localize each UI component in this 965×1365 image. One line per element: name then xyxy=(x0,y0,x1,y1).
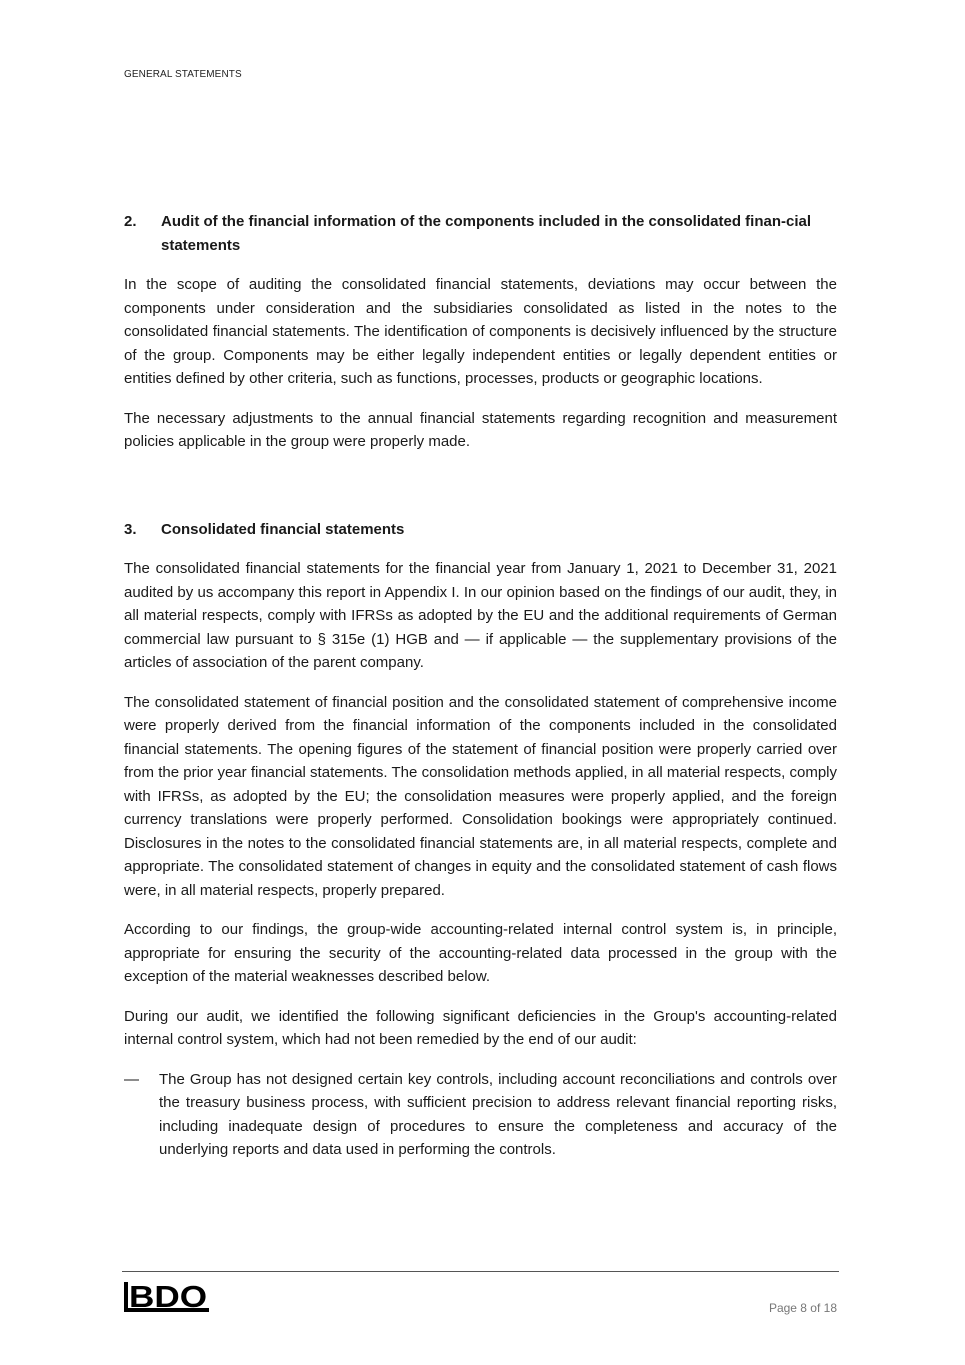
bdo-logo xyxy=(124,1280,210,1319)
page-number: Page 8 of 18 xyxy=(768,1301,837,1315)
list-item-text: The Group has not designed certain key controls, including account reconciliations and controls over the treasury business process, with sufficient precision to address relevant financial reporting risks, including inadequate design of procedures to ensure the completeness and accuracy of the underlying reports and data used in performing the controls. xyxy=(159,1070,837,1158)
paragraph: The necessary adjustments to the annual financial statements regarding recognition and measurement policies applicable in the group were properly made. xyxy=(124,409,837,450)
page-body xyxy=(124,210,837,1162)
paragraph: According to our findings, the group-wide accounting-related internal control system is, in principle, appropriate for ensuring the security of the accounting-related data processed in the group with the exception of the material weaknesses described below. xyxy=(124,921,837,985)
paragraph: In the scope of auditing the consolidated financial statements, deviations may occur between the components under consideration and the subsidiaries consolidated as listed in the notes to the consolidated financial statements. The identification of components is decisively influenced by the structure of the group. Components may be either legally independent entities or legally dependent entities or entities defined by other criteria, such as functions, processes, products or geographic locations. xyxy=(124,276,837,387)
paragraph: The consolidated financial statements for the financial year from January 1, 2021 to December 31, 2021 audited by us accompany this report in Appendix I. In our opinion based on the findings of our audit, they, in all material respects, comply with IFRSs as adopted by the EU and the additional requirements of German commercial law pursuant to § 315e (1) HGB and — if applicable — the supplementary provisions of the articles of association of the parent company. xyxy=(124,560,837,671)
running-header: GENERAL STATEMENTS xyxy=(124,69,242,80)
section-title: Consolidated financial statements xyxy=(161,520,405,538)
dash-marker: — xyxy=(124,1070,139,1088)
section-title: Audit of the financial information of the components included in the consolidated finan-cial statements xyxy=(161,213,812,254)
paragraph: During our audit, we identified the following significant deficiencies in the Group's accounting-related internal control system, which had not been remedied by the end of our audit: xyxy=(124,1007,837,1048)
deficiency-list xyxy=(124,1068,837,1162)
svg-text:BDO: BDO xyxy=(129,1280,207,1314)
section-heading-2 xyxy=(124,210,837,257)
paragraph: The consolidated statement of financial position and the consolidated statement of comprehensive income were properly derived from the financial information of the components included in the consolidated financial statements. The opening figures of the statement of financial position were properly carried over from the prior year financial statements. The consolidation methods applied, in all material respects, comply with IFRSs, as adopted by the EU; the consolidation measures were properly applied, and the foreign currency translations were properly performed. Consolidation bookings were appropriately continued. Disclosures in the notes to the consolidated financial statements are, in all material respects, complete and appropriate. The consolidated statement of changes in equity and the consolidated statement of cash flows were, in all material respects, properly prepared. xyxy=(124,693,837,899)
footer-divider xyxy=(122,1271,839,1272)
section-number: 3. xyxy=(124,520,137,538)
section-number: 2. xyxy=(124,213,137,230)
section-heading-3 xyxy=(124,518,837,542)
list-item xyxy=(124,1068,837,1162)
